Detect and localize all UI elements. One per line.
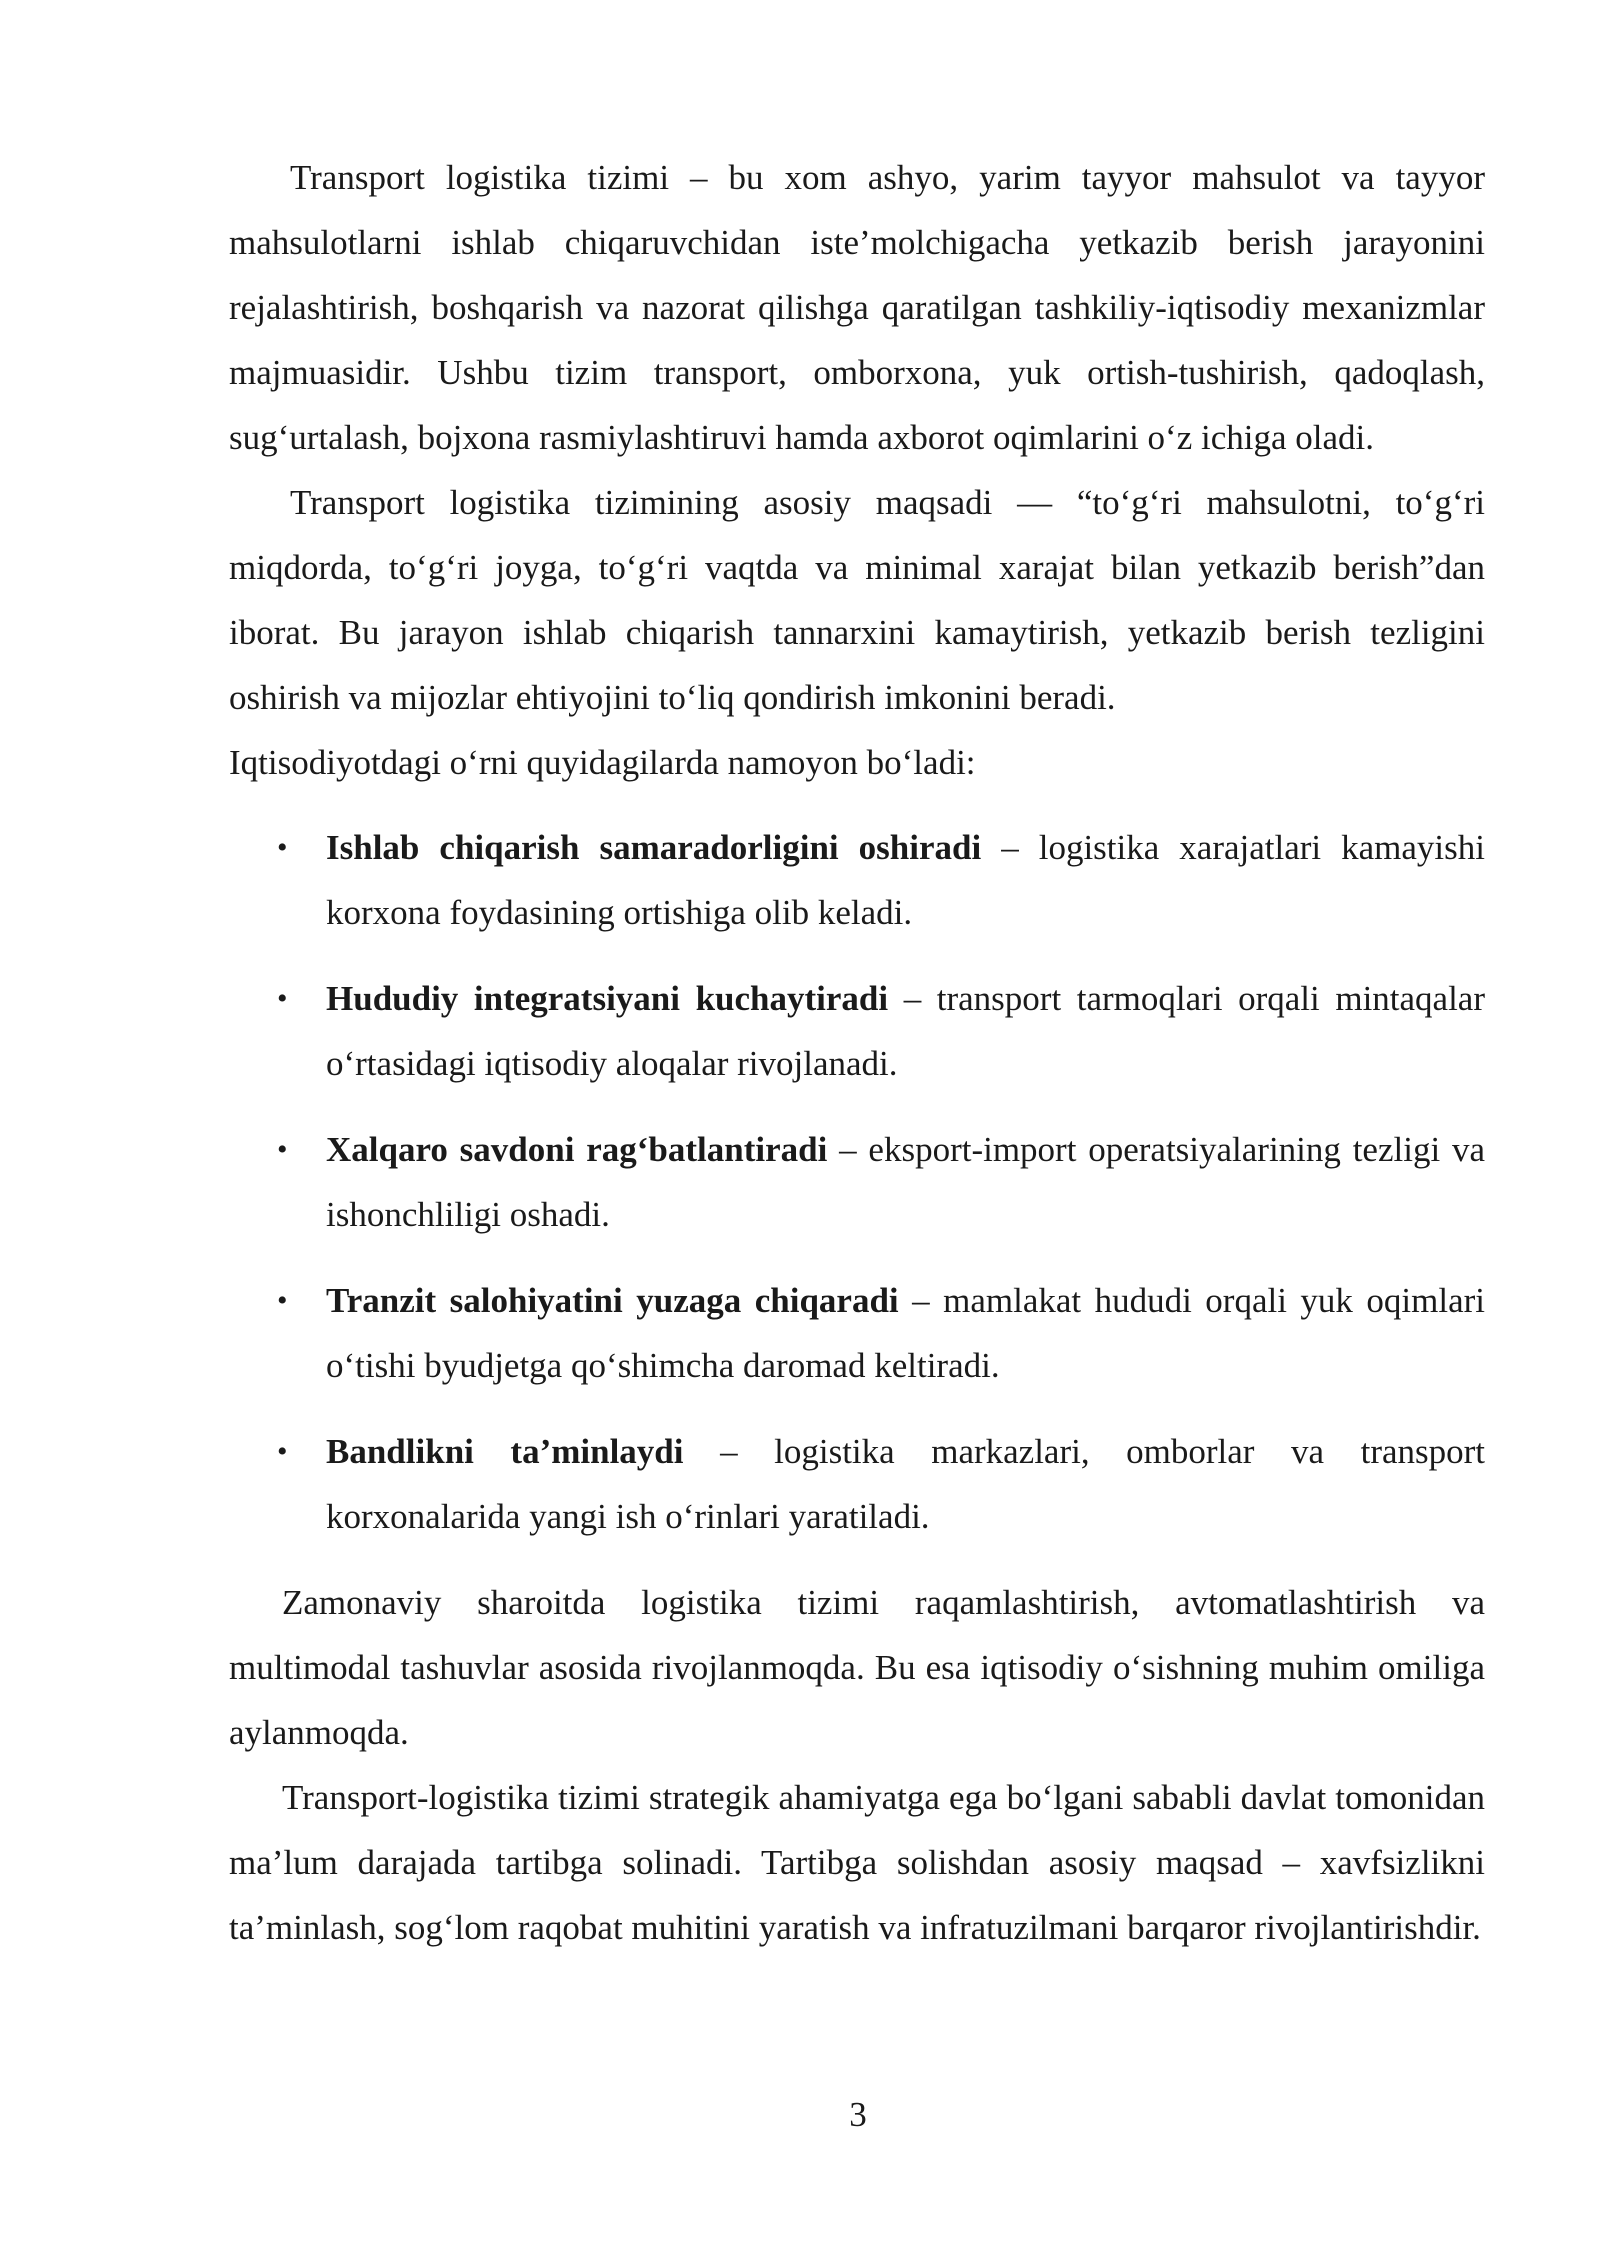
list-item-title: Tranzit salohiyatini yuzaga chiqaradi — [326, 1281, 899, 1320]
list-item — [229, 966, 1485, 1096]
list-item-text: – mamlakat hududi orqali yuk oqimlari o‘tishi byudjetga qo‘shimcha daromad keltiradi. — [326, 1281, 1485, 1385]
list-item-text: – logistika xarajatlari kamayishi korxona foydasining ortishiga olib keladi. — [326, 828, 1486, 932]
list-item-text: – logistika markazlari, omborlar va transport korxonalarida yangi ish o‘rinlari yaratiladi. — [326, 1432, 1486, 1536]
list-item-text: – transport tarmoqlari orqali mintaqalar o‘rtasidagi iqtisodiy aloqalar rivojlanadi. — [326, 979, 1485, 1083]
paragraph-regulation: Transport-logistika tizimi strategik ahamiyatga ega bo‘lgani sababli davlat tomonidan ma’lum darajada tartibga solinadi. Tartibga solishdan asosiy maqsad – xavfsizlikni ta’minlash, sog‘lom raqobat muhitini yaratish va infratuzilmani barqaror rivojlantirishdir. — [229, 1778, 1485, 1947]
paragraph-definition: Transport logistika tizimi – bu xom ashyo, yarim tayyor mahsulot va tayyor mahsulotlarni ishlab chiqaruvchidan iste’molchigacha yetkazib berish jarayonini rejalashtirish, boshqarish va nazorat qilishga qaratilgan tashkiliy-iqtisodiy mexanizmlar majmuasidir. Ushbu tizim transport, omborxona, yuk ortish-tushirish, qadoqlash, sug‘urtalash, bojxona rasmiylashtiruvi hamda axborot oqimlarini o‘z ichiga oladi. — [229, 158, 1485, 457]
bullet-list — [229, 815, 1485, 1549]
page-number: 3 — [849, 2095, 867, 2134]
list-item-title: Bandlikni ta’minlaydi — [326, 1432, 684, 1471]
paragraph-goal: Transport logistika tizimining asosiy maqsadi — “to‘g‘ri mahsulotni, to‘g‘ri miqdorda, to‘g‘ri joyga, to‘g‘ri vaqtda va minimal xarajat bilan yetkazib berish”dan iborat. Bu jarayon ishlab chiqarish tannarxini kamaytirish, yetkazib berish tezligini oshirish va mijozlar ehtiyojini to‘liq qondirish imkonini beradi. — [229, 483, 1485, 717]
document-page — [229, 145, 1485, 1960]
bullet-icon: • — [277, 1133, 288, 1166]
paragraph-modern: Zamonaviy sharoitda logistika tizimi raqamlashtirish, avtomatlashtirish va multimodal tashuvlar asosida rivojlanmoqda. Bu esa iqtisodiy o‘sishning muhim omiliga aylanmoqda. — [229, 1583, 1485, 1752]
paragraph-list-intro: Iqtisodiyotdagi o‘rni quyidagilarda namoyon bo‘ladi: — [229, 743, 976, 782]
bullet-icon: • — [277, 1435, 288, 1468]
list-item-title: Hududiy integratsiyani kuchaytiradi — [326, 979, 889, 1018]
list-item-title: Ishlab chiqarish samaradorligini oshiradi — [326, 828, 982, 867]
list-item-title: Xalqaro savdoni rag‘batlantiradi — [326, 1130, 828, 1169]
list-item — [229, 1268, 1485, 1398]
list-item — [229, 1419, 1485, 1549]
bullet-icon: • — [277, 831, 288, 864]
list-item-text: – eksport-import operatsiyalarining tezligi va ishonchliligi oshadi. — [326, 1130, 1485, 1234]
list-item — [229, 1117, 1485, 1247]
list-item — [229, 815, 1485, 945]
bullet-icon: • — [277, 982, 288, 1015]
bullet-icon: • — [277, 1284, 288, 1317]
